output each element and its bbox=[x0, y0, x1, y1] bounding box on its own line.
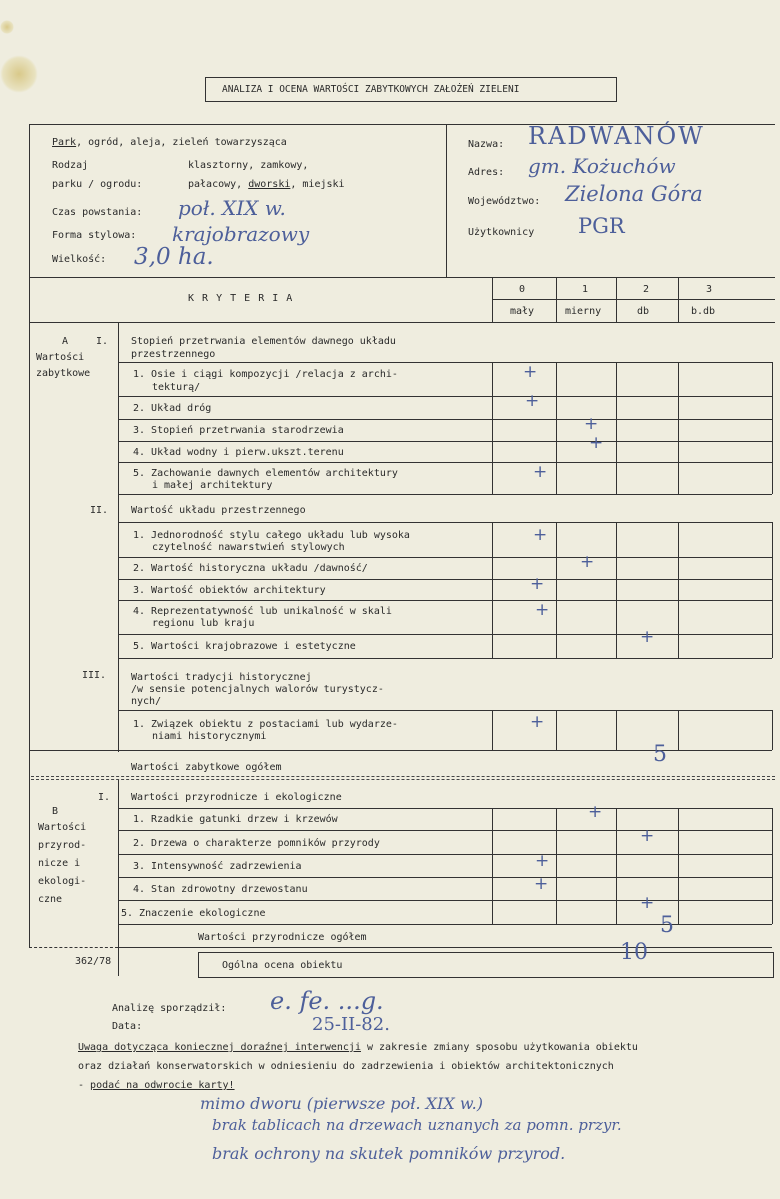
section-b-code: B bbox=[52, 806, 59, 817]
a1-item-1: 1. Osie i ciągi kompozycji /relacja z archi- bbox=[133, 369, 398, 380]
grid-line bbox=[118, 494, 772, 495]
a2-item-3-mark: + bbox=[530, 574, 545, 594]
a1-item-4-mark: + bbox=[589, 433, 604, 453]
analiza-label: Analizę sporządził: bbox=[112, 1003, 227, 1014]
a1-title-2: przestrzennego bbox=[131, 349, 216, 360]
grid-line bbox=[118, 658, 772, 659]
a1-item-1-cont: tekturą/ bbox=[152, 382, 201, 393]
grid-line bbox=[492, 522, 493, 658]
b-total-value: 5 bbox=[660, 913, 674, 938]
b1-item-3: 3. Intensywność zadrzewienia bbox=[133, 861, 302, 872]
form-title: ANALIZA I OCENA WARTOŚCI ZABYTKOWYCH ZAŁOŻEŃ ZIELENI bbox=[222, 84, 520, 95]
overall-value: 10 bbox=[620, 940, 648, 965]
grid-line bbox=[678, 710, 679, 750]
section-b-name1: Wartości bbox=[38, 822, 87, 833]
wojewodztwo-value: Zielona Góra bbox=[565, 182, 703, 206]
section-a-name2: zabytkowe bbox=[36, 368, 91, 379]
grid-line bbox=[118, 557, 772, 558]
dashed-separator bbox=[31, 776, 775, 777]
section-b-name3: nicze i bbox=[38, 858, 81, 869]
parku-label: parku / ogrodu: bbox=[52, 179, 143, 190]
grid-line bbox=[118, 462, 772, 463]
a2-item-4-cont: regionu lub kraju bbox=[152, 618, 255, 629]
grid-line bbox=[556, 808, 557, 924]
grid-line bbox=[118, 441, 772, 442]
grid-line bbox=[118, 877, 772, 878]
grid-line bbox=[616, 522, 617, 658]
a1-item-1-mark: + bbox=[523, 362, 538, 382]
section-a-code: A bbox=[62, 336, 69, 347]
grid-line bbox=[772, 710, 773, 750]
handwritten-note-3: brak ochrony na skutek pomników przyrod. bbox=[212, 1144, 566, 1163]
a1-item-2-mark: + bbox=[525, 391, 540, 411]
grid-line bbox=[616, 362, 617, 494]
criteria-label: K R Y T E R I A bbox=[188, 293, 294, 304]
col-0-label: mały bbox=[510, 306, 535, 317]
nazwa-value: RADWANÓW bbox=[528, 122, 705, 150]
b-total-label: Wartości przyrodnicze ogółem bbox=[198, 932, 367, 943]
grid-line bbox=[772, 808, 773, 924]
adres-value: gm. Kożuchów bbox=[528, 154, 676, 178]
col-1-number: 1 bbox=[582, 284, 589, 295]
b1-item-2: 2. Drzewa o charakterze pomników przyrody bbox=[133, 838, 380, 849]
a-total-value: 5 bbox=[653, 742, 667, 767]
b1-item-5: 5. Znaczenie ekologiczne bbox=[121, 908, 266, 919]
grid-line bbox=[492, 710, 493, 750]
grid-line bbox=[118, 396, 772, 397]
b1-item-1: 1. Rzadkie gatunki drzew i krzewów bbox=[133, 814, 338, 825]
b1-item-2-mark: + bbox=[640, 826, 655, 846]
grid-line bbox=[29, 322, 775, 323]
a3-item-1-mark: + bbox=[530, 712, 545, 732]
b1-item-3-mark: + bbox=[535, 851, 550, 871]
grid-line bbox=[556, 522, 557, 658]
uwaga-underlined: Uwaga dotycząca koniecznej doraźnej interwencji bbox=[78, 1042, 361, 1053]
frame-line bbox=[29, 124, 30, 947]
park-selected: Park bbox=[52, 137, 77, 148]
a1-item-3-mark: + bbox=[584, 414, 599, 434]
a2-title: Wartość układu przestrzennego bbox=[131, 505, 306, 516]
section-b-name4: ekologi- bbox=[38, 876, 87, 887]
dworski-selected: dworski bbox=[248, 179, 291, 190]
grid-line bbox=[772, 362, 773, 494]
analiza-signature: e. fe. ...g. bbox=[270, 987, 384, 1015]
b1-item-5-mark: + bbox=[640, 893, 655, 913]
a1-title-1: Stopień przetrwania elementów dawnego układu bbox=[131, 336, 396, 347]
a3-roman: III. bbox=[82, 670, 107, 681]
b1-item-1-mark: + bbox=[588, 802, 603, 822]
a2-item-1-cont: czytelność nawarstwień stylowych bbox=[152, 542, 345, 553]
uwaga-rest: w zakresie zmiany sposobu użytkowania obiektu bbox=[360, 1042, 638, 1053]
grid-line bbox=[118, 322, 119, 752]
section-a-roman: I. bbox=[96, 336, 109, 347]
paper-stain bbox=[0, 55, 38, 93]
section-b-name5: czne bbox=[38, 894, 63, 905]
uzytkownicy-label: Użytkownicy bbox=[468, 227, 535, 238]
a3-title-2: /w sensie potencjalnych walorów turystycz- bbox=[131, 684, 384, 695]
uwaga-line2: oraz działań konserwatorskich w odniesieniu do zadrzewienia i obiektów architektonicznych bbox=[78, 1061, 614, 1072]
col-3-label: b.db bbox=[691, 306, 716, 317]
grid-line bbox=[29, 947, 118, 948]
rodzaj-a: pałacowy, bbox=[188, 179, 249, 190]
grid-line bbox=[118, 854, 772, 855]
a1-item-2: 2. Układ dróg bbox=[133, 403, 212, 414]
forma-label: Forma stylowa: bbox=[52, 230, 137, 241]
adres-label: Adres: bbox=[468, 167, 505, 178]
grid-line bbox=[118, 634, 772, 635]
rodzaj-line1: klasztorny, zamkowy, bbox=[188, 160, 309, 171]
grid-line bbox=[492, 362, 493, 494]
col-3-number: 3 bbox=[706, 284, 713, 295]
grid-line bbox=[492, 299, 775, 300]
wielkosc-label: Wielkość: bbox=[52, 254, 107, 265]
overall-label: Ogólna ocena obiektu bbox=[222, 960, 343, 971]
grid-line bbox=[616, 710, 617, 750]
a-total-label: Wartości zabytkowe ogółem bbox=[131, 762, 282, 773]
col-2-number: 2 bbox=[643, 284, 650, 295]
wielkosc-value: 3,0 ha. bbox=[134, 244, 214, 270]
uwaga-dash: - bbox=[78, 1080, 91, 1091]
grid-line bbox=[616, 808, 617, 924]
a3-item-1-cont: niami historycznymi bbox=[152, 731, 267, 742]
a2-item-2-mark: + bbox=[580, 552, 595, 572]
col-0-number: 0 bbox=[519, 284, 526, 295]
czas-label: Czas powstania: bbox=[52, 207, 143, 218]
col-1-label: mierny bbox=[565, 306, 602, 317]
a2-item-4-mark: + bbox=[535, 600, 550, 620]
grid-line bbox=[772, 522, 773, 658]
a2-item-3: 3. Wartość obiektów architektury bbox=[133, 585, 326, 596]
b1-item-4-mark: + bbox=[534, 874, 549, 894]
grid-line bbox=[678, 362, 679, 494]
section-a-name1: Wartości bbox=[36, 352, 85, 363]
rodzaj-label: Rodzaj bbox=[52, 160, 89, 171]
a2-item-5-mark: + bbox=[640, 627, 655, 647]
grid-line bbox=[556, 362, 557, 494]
czas-value: poł. XIX w. bbox=[178, 196, 286, 220]
grid-line bbox=[678, 522, 679, 658]
frame-line bbox=[446, 124, 447, 277]
nazwa-label: Nazwa: bbox=[468, 139, 505, 150]
data-value: 25-II-82. bbox=[312, 1014, 390, 1035]
rodzaj-b: , miejski bbox=[290, 179, 345, 190]
a2-item-4: 4. Reprezentatywność lub unikalność w skali bbox=[133, 606, 392, 617]
uwaga-reverse: podać na odwrocie karty! bbox=[90, 1080, 235, 1091]
reference-number: 362/78 bbox=[75, 956, 112, 967]
data-label: Data: bbox=[112, 1021, 143, 1032]
b1-title: Wartości przyrodnicze i ekologiczne bbox=[131, 792, 342, 803]
handwritten-note-1: mimo dworu (pierwsze poł. XIX w.) bbox=[200, 1094, 483, 1113]
a2-item-1-mark: + bbox=[533, 525, 548, 545]
a2-item-5: 5. Wartości krajobrazowe i estetyczne bbox=[133, 641, 356, 652]
type-rest: , ogród, aleja, zieleń towarzysząca bbox=[76, 137, 287, 148]
grid-line bbox=[118, 362, 772, 363]
dashed-separator bbox=[31, 779, 775, 780]
wojewodztwo-label: Województwo: bbox=[468, 196, 541, 207]
a3-title-1: Wartości tradycji historycznej bbox=[131, 672, 312, 683]
grid-line bbox=[118, 900, 772, 901]
section-b-name2: przyrod- bbox=[38, 840, 87, 851]
grid-line bbox=[118, 830, 772, 831]
paper-stain bbox=[0, 20, 14, 34]
a1-item-5-mark: + bbox=[533, 462, 548, 482]
grid-line bbox=[118, 600, 772, 601]
a1-item-5-cont: i małej architektury bbox=[152, 480, 273, 491]
grid-line bbox=[118, 579, 772, 580]
grid-line bbox=[118, 808, 772, 809]
a3-title-3: nych/ bbox=[131, 696, 162, 707]
section-b-roman: I. bbox=[98, 792, 111, 803]
a2-roman: II. bbox=[90, 505, 109, 516]
grid-line bbox=[556, 710, 557, 750]
uwaga-line3 bbox=[78, 1080, 235, 1091]
type-line bbox=[52, 137, 287, 148]
grid-line bbox=[678, 808, 679, 924]
forma-value: krajobrazowy bbox=[172, 222, 310, 246]
a2-item-1: 1. Jednorodność stylu całego układu lub wysoka bbox=[133, 530, 410, 541]
b1-item-4: 4. Stan zdrowotny drzewostanu bbox=[133, 884, 308, 895]
frame-line bbox=[29, 277, 775, 278]
grid-line bbox=[118, 522, 772, 523]
col-2-label: db bbox=[637, 306, 650, 317]
grid-line bbox=[118, 710, 772, 711]
handwritten-note-2: brak tablicach na drzewach uznanych za pomn. przyr. bbox=[212, 1116, 622, 1134]
grid-line bbox=[118, 947, 772, 948]
a2-item-2: 2. Wartość historyczna układu /dawność/ bbox=[133, 563, 368, 574]
a3-item-1: 1. Związek obiektu z postaciami lub wydarze- bbox=[133, 719, 398, 730]
grid-line bbox=[492, 808, 493, 924]
rodzaj-line2 bbox=[188, 179, 345, 190]
grid-line bbox=[118, 419, 772, 420]
a1-item-5: 5. Zachowanie dawnych elementów architektury bbox=[133, 468, 398, 479]
uwaga-line1 bbox=[78, 1042, 638, 1053]
uzytkownicy-value: PGR bbox=[578, 214, 625, 238]
a1-item-3: 3. Stopień przetrwania starodrzewia bbox=[133, 425, 344, 436]
a1-item-4: 4. Układ wodny i pierw.ukszt.terenu bbox=[133, 447, 344, 458]
